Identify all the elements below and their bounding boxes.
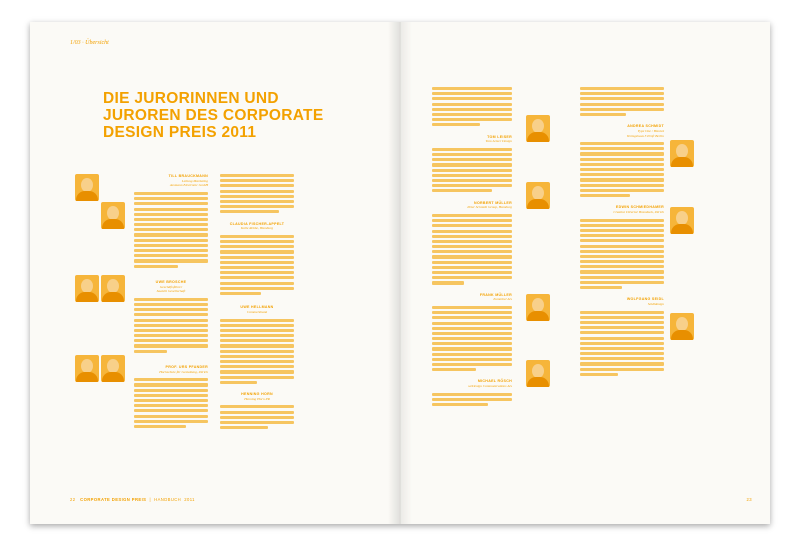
bio-text <box>432 148 512 193</box>
left-column-1 <box>134 174 208 430</box>
juror-company: Assmann Electronic GmbH <box>169 183 208 188</box>
juror-name: CLAUDIA FISCHER-APPELT <box>229 221 285 226</box>
title-line-3: DESIGN PREIS 2011 <box>103 124 257 141</box>
bio-text <box>134 378 208 428</box>
juror-name: UWE BROSCHE <box>155 279 187 284</box>
right-column-2 <box>580 87 664 378</box>
juror-photo-pfander <box>75 355 99 382</box>
bio-text <box>220 319 294 384</box>
bio-text <box>580 311 664 376</box>
juror-photo-roesch <box>526 360 550 387</box>
juror-name: ANDREA SCHMIDT <box>627 124 664 129</box>
page-title <box>103 90 353 141</box>
footer-sub: HANDBUCH <box>154 497 182 502</box>
juror-photo-mueller-n <box>526 182 550 209</box>
left-page <box>30 22 400 524</box>
juror-name: UWE HELLMANN <box>240 305 274 310</box>
juror-name: TOM LEISER <box>487 134 512 139</box>
juror-name: HENNING HORN <box>241 391 273 396</box>
juror-name: EDWIN SCHMIEDHAMER <box>615 205 664 210</box>
juror-role: weDesign Communications AG <box>468 384 512 389</box>
page-number-left: 22 <box>70 497 76 502</box>
page-number-right: 23 <box>746 497 752 502</box>
spine-shadow <box>388 22 412 524</box>
juror-role: Leitung Marketing <box>181 178 208 183</box>
juror-name: NORBERT MÜLLER <box>474 200 512 205</box>
footer-brand: CORPORATE DESIGN PREIS <box>80 497 147 502</box>
juror-role: Geschäftsführer <box>159 284 183 289</box>
juror-photo-seidl <box>670 313 694 340</box>
juror-photo-schmidt <box>670 140 694 167</box>
magazine-spread <box>30 22 770 524</box>
bio-text <box>220 405 294 429</box>
bio-text <box>432 214 512 285</box>
juror-role: Hochschule für Gestaltung, Zürich <box>159 369 208 374</box>
juror-role: Commerzbank <box>246 309 268 314</box>
title-line-2: JUROREN DES CORPORATE <box>103 107 324 124</box>
bio-text <box>580 87 664 116</box>
footer-left <box>70 497 195 502</box>
left-column-2 <box>220 174 294 431</box>
bio-text <box>580 219 664 290</box>
bio-text <box>220 174 294 213</box>
bio-text <box>432 87 512 126</box>
title-line-1: DIE JURORINNEN UND <box>103 90 279 107</box>
bio-text <box>134 192 208 268</box>
juror-photo-helmann <box>101 275 125 302</box>
juror-name: WOLFGANG SEIDL <box>626 297 664 302</box>
juror-company: Verlagshaus 3 Profi Berlin <box>626 133 664 138</box>
juror-role: Tom Leiser Design <box>485 139 512 144</box>
juror-name: FRANK MÜLLER <box>479 292 512 297</box>
juror-role: Kolle Rebbe, Hamburg <box>240 226 274 231</box>
juror-role: Zumtobel AG <box>493 297 512 302</box>
juror-name: MICHAEL RÖSCH <box>477 379 512 384</box>
juror-role: Seidldesign <box>647 301 664 306</box>
juror-photo-mueller-f <box>526 294 550 321</box>
bio-text <box>220 235 294 295</box>
footer-year: 2011 <box>184 497 195 502</box>
juror-photo-schmiedhamer <box>670 207 694 234</box>
juror-photo-leiser <box>526 115 550 142</box>
right-column-1 <box>432 87 512 408</box>
juror-company: Saatchi Gesellschaft <box>156 289 186 294</box>
juror-name: PROF. URS PFANDER <box>165 364 208 369</box>
juror-photo-brauckmann <box>75 174 99 201</box>
juror-role: Type One / Bisnick <box>637 128 664 133</box>
section-label: 1/03 · Übersicht <box>70 40 109 46</box>
bio-text <box>580 142 664 197</box>
juror-role: Peter Schmidt Group, Hamburg <box>467 205 512 210</box>
juror-photo-fischer-appelt <box>101 202 125 229</box>
bio-text <box>134 298 208 353</box>
juror-name: TILL BRAUCKMANN <box>168 174 208 178</box>
bio-text <box>432 306 512 371</box>
juror-photo-brosche <box>75 275 99 302</box>
juror-photo-horn <box>101 355 125 382</box>
juror-role: Creative Director Brandsets, Zürich <box>613 209 664 214</box>
bio-text <box>432 393 512 406</box>
right-page <box>400 22 770 524</box>
juror-role: Henning Horn PR <box>244 396 270 401</box>
footer-separator: | <box>149 497 152 502</box>
footer-right <box>747 497 752 502</box>
